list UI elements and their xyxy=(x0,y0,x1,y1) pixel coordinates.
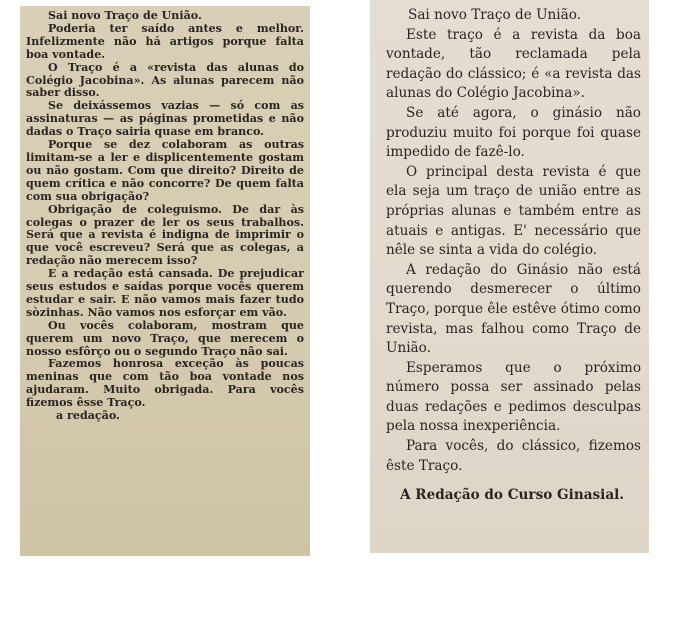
left-headline: Sai novo Traço de União. xyxy=(48,9,202,22)
right-paragraph: A redação do Ginásio não está querendo desmerecer o último Traço, porque êle estêve ótimo como revista, mas falhou como Traço de União. xyxy=(386,261,641,357)
right-headline: Sai novo Traço de União. xyxy=(408,7,581,23)
right-paragraph: O principal desta revista é que ela seja um traço de união entre as próprias alunas e também entre as atuais e antigas. E' necessário que nêle se sinta a vida do colégio. xyxy=(386,163,641,259)
left-signature: a redação. xyxy=(56,409,120,423)
right-signature: A Redação do Curso Ginasial. xyxy=(400,487,625,504)
right-newspaper-clipping xyxy=(370,0,649,553)
right-paragraph: Esperamos que o próximo número possa ser assinado pelas duas redações e pedimos desculpas pela nossa inexperiência. xyxy=(386,359,641,435)
left-paragraph: Se deixássemos vazias — só com as assinaturas — as páginas prometidas e não dadas o Traço sairia quase em branco. xyxy=(26,99,304,139)
right-paragraph: Para vocês, do clássico, fizemos êste Traço. xyxy=(386,438,641,474)
left-paragraph: Fazemos honrosa exceção às poucas meninas que com tão boa vontade nos ajudaram. Muito obrigada. Para vocês fizemos êsse Traço. xyxy=(26,357,304,410)
left-newspaper-clipping xyxy=(20,6,310,556)
left-paragraph: Obrigação de coleguismo. De dar às colegas o prazer de ler os seus trabalhos. Será que a revista é indigna de imprimir o que você escreveu? Será que as colegas, a redação não merecem isso? xyxy=(26,202,304,268)
left-paragraph: O Traço é a «revista das alunas do Colégio Jacobina». As alunas parecem não saber disso. xyxy=(26,60,304,100)
left-paragraph: Porque se dez colaboram as outras limitam-se a ler e displicentemente gostam ou não gostam. Com que direito? Direito de quem crítica e não concorre? De quem falta com sua obrigação? xyxy=(26,138,304,203)
left-paragraph: E a redação está cansada. De prejudicar seus estudos e saídas porque vocês querem estudar e sair. E não vamos mais fazer tudo sòzinhas. Não vamos nos esforçar em vão. xyxy=(26,267,304,319)
right-paragraph: Se até agora, o ginásio não produziu muito foi porque foi quase impedido de fazê-lo. xyxy=(386,104,641,161)
left-paragraph: Poderia ter saído antes e melhor. Infelizmente não há artigos porque falta boa vontade. xyxy=(26,21,304,61)
right-paragraph: Este traço é a revista da boa vontade, tão reclamada pela redação do clássico; é «a revista das alunas do Colégio Jacobina». xyxy=(386,26,641,102)
left-paragraph: Ou vocês colaboram, mostram que querem um novo Traço, que merecem o nosso esfôrço ou o segundo Traço não sai. xyxy=(26,318,304,358)
